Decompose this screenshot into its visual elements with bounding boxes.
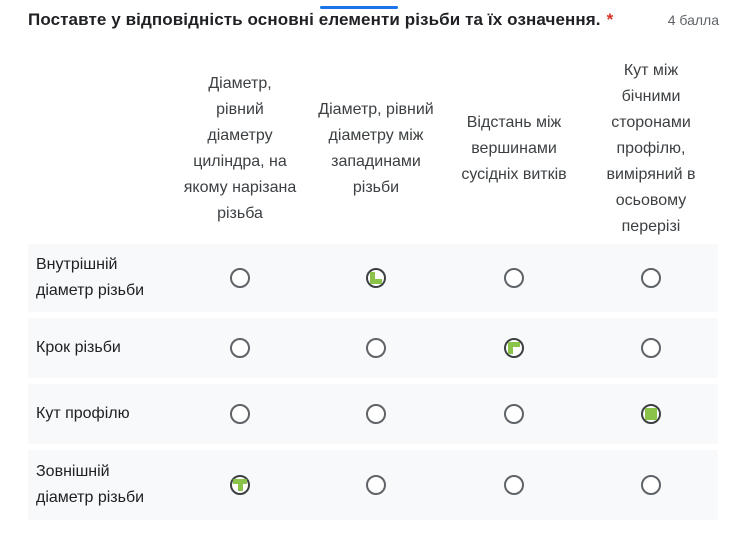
grid-row-4 [28, 450, 718, 520]
radio-row3-col1[interactable] [230, 404, 250, 424]
radio-row3-col3[interactable] [504, 404, 524, 424]
radio-row3-col2[interactable] [366, 404, 386, 424]
radio-row1-col2[interactable] [366, 268, 386, 288]
radio-row2-col4[interactable] [641, 338, 661, 358]
radio-row1-col3[interactable] [504, 268, 524, 288]
radio-row4-col2[interactable] [366, 475, 386, 495]
radio-row3-col4[interactable] [641, 404, 661, 424]
selection-mark-icon [233, 479, 247, 491]
column-header-1: Діаметр, рівний діаметру циліндра, на якому нарізана різьба [183, 75, 297, 222]
question-title [28, 10, 613, 30]
question-title-text: Поставте у відповідність основні елементи різьби та їх означення. [28, 10, 601, 29]
radio-row2-col3[interactable] [504, 338, 524, 358]
grid-row-3 [28, 384, 718, 444]
radio-row2-col1[interactable] [230, 338, 250, 358]
header-accent-line [320, 6, 398, 9]
points-label: 4 балла [667, 12, 719, 28]
row-label-2: Крок різьби [36, 339, 121, 356]
radio-row2-col2[interactable] [366, 338, 386, 358]
radio-row4-col1[interactable] [230, 475, 250, 495]
row-label-4: Зовнішній діаметр різьби [36, 463, 145, 506]
row-label-1: Внутрішній діаметр різьби [36, 256, 145, 299]
row-label-3: Кут профілю [36, 405, 130, 422]
column-header-2: Діаметр, рівний діаметру між западинами різьби [318, 101, 434, 196]
selection-mark-icon [645, 408, 657, 420]
radio-row4-col3[interactable] [504, 475, 524, 495]
required-mark: * [606, 10, 614, 29]
grid-row-1 [28, 244, 718, 312]
selection-mark-icon [508, 342, 520, 354]
column-header-4: Кут між бічними сторонами профілю, виміряний в осьовому перерізі [606, 62, 696, 235]
radio-row1-col1[interactable] [230, 268, 250, 288]
radio-row1-col4[interactable] [641, 268, 661, 288]
grid-row-2 [28, 318, 718, 378]
column-header-3: Відстань між вершинами сусідніх витків [461, 114, 567, 183]
radio-row4-col4[interactable] [641, 475, 661, 495]
selection-mark-icon [370, 272, 382, 284]
